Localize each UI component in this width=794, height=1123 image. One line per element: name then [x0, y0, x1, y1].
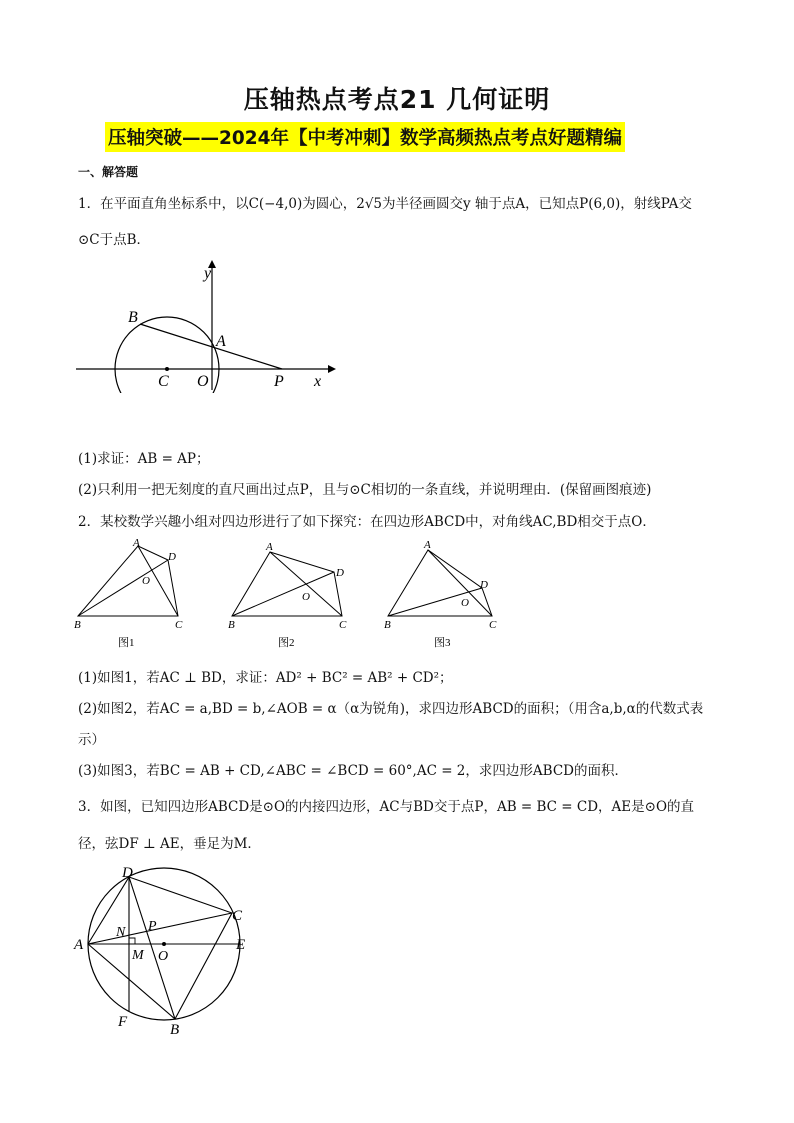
section-heading: 一、解答题 — [78, 165, 139, 179]
q2-f1-label-b: B — [74, 619, 81, 631]
q1-x-arrow — [328, 365, 336, 373]
q1-point-c — [165, 367, 169, 371]
q2-f2-label-o: O — [302, 591, 310, 603]
q3-label-n: N — [116, 925, 126, 940]
q3-point-o — [162, 942, 166, 946]
q1-figure — [70, 258, 340, 393]
q2-f2-label-a: A — [266, 541, 273, 553]
q1-part1: (1)求证：AB = AP； — [78, 451, 210, 467]
q2-part2-line2: 示） — [78, 732, 105, 748]
q3-label-e: E — [236, 937, 246, 953]
q3-label-c: C — [232, 908, 243, 924]
q3-label-p: P — [148, 919, 157, 934]
q3-figure — [72, 862, 272, 1037]
q2-caption-3: 图3 — [434, 637, 451, 649]
q3-stem-line1: 3．如图，已知四边形ABCD是⊙O的内接四边形，AC与BD交于点P，AB = BC = CD，AE是⊙O的直 — [78, 799, 695, 815]
q1-stem-line1: 1．在平面直角坐标系中，以C(−4,0)为圆心，2√5为半径画圆交y 轴于点A，已知点P(6,0)，射线PA交 — [78, 196, 692, 212]
q1-label-b: B — [128, 309, 138, 326]
q2-stem: 2．某校数学兴趣小组对四边形进行了如下探究：在四边形ABCD中，对角线AC,BD相交于点O． — [78, 514, 656, 530]
q3-label-f: F — [118, 1014, 128, 1030]
q1-stem-line2: ⊙C于点B． — [78, 232, 151, 248]
q1-label-p: P — [274, 373, 284, 390]
q2-f1-label-o: O — [142, 575, 150, 587]
q1-label-a: A — [216, 333, 226, 350]
q2-f3-label-c: C — [489, 619, 497, 631]
q2-part3: (3)如图3，若BC = AB + CD,∠ABC = ∠BCD = 60°,AC = 2，求四边形ABCD的面积． — [78, 763, 628, 779]
q2-f2-label-b: B — [228, 619, 235, 631]
page-title: 压轴热点考点21 几何证明 — [243, 85, 551, 114]
q3-stem-line2: 径，弦DF ⊥ AE，垂足为M． — [78, 836, 261, 852]
q2-figure-2 — [228, 541, 347, 649]
q3-diagonal-ac — [88, 913, 232, 944]
q1-label-o: O — [197, 373, 209, 390]
q2-part1: (1)如图1，若AC ⊥ BD，求证：AD² + BC² = AB² + CD²； — [78, 670, 453, 686]
q2-caption-1: 图1 — [118, 637, 135, 649]
q1-label-c: C — [158, 373, 169, 390]
q2-f2-label-d: D — [336, 567, 344, 579]
q2-figure-3 — [384, 539, 497, 649]
q2-part2-line1: (2)如图2，若AC = a,BD = b,∠AOB = α（α为锐角)，求四边形ABCD的面积；（用含a,b,α的代数式表 — [78, 701, 704, 717]
q1-label-y: y — [204, 265, 212, 282]
q3-label-m: M — [132, 948, 144, 963]
q2-f2-label-c: C — [339, 619, 347, 631]
q2-f1-label-a: A — [133, 537, 140, 549]
q2-f3-label-a: A — [424, 539, 431, 551]
q2-f1-label-d: D — [168, 551, 176, 563]
q1-label-x: x — [314, 373, 322, 390]
q2-figures — [72, 536, 512, 656]
q2-figure-1 — [74, 537, 183, 649]
q2-caption-2: 图2 — [278, 637, 295, 649]
q1-line-bp — [140, 324, 282, 369]
page-subtitle: 压轴突破——2024年【中考冲刺】数学高频热点考点好题精编 — [105, 122, 625, 152]
q3-label-a: A — [74, 937, 84, 953]
q3-label-b: B — [170, 1022, 180, 1037]
q2-f3-label-o: O — [461, 597, 469, 609]
q2-f3-label-d: D — [480, 579, 488, 591]
q3-label-d: D — [122, 865, 133, 881]
q3-right-angle-mark — [129, 938, 135, 944]
q2-f3-label-b: B — [384, 619, 391, 631]
q2-f1-label-c: C — [175, 619, 183, 631]
q3-label-o: O — [158, 949, 169, 964]
q1-part2: (2)只利用一把无刻度的直尺画出过点P，且与⊙C相切的一条直线，并说明理由．(保留画图痕迹) — [78, 482, 652, 498]
